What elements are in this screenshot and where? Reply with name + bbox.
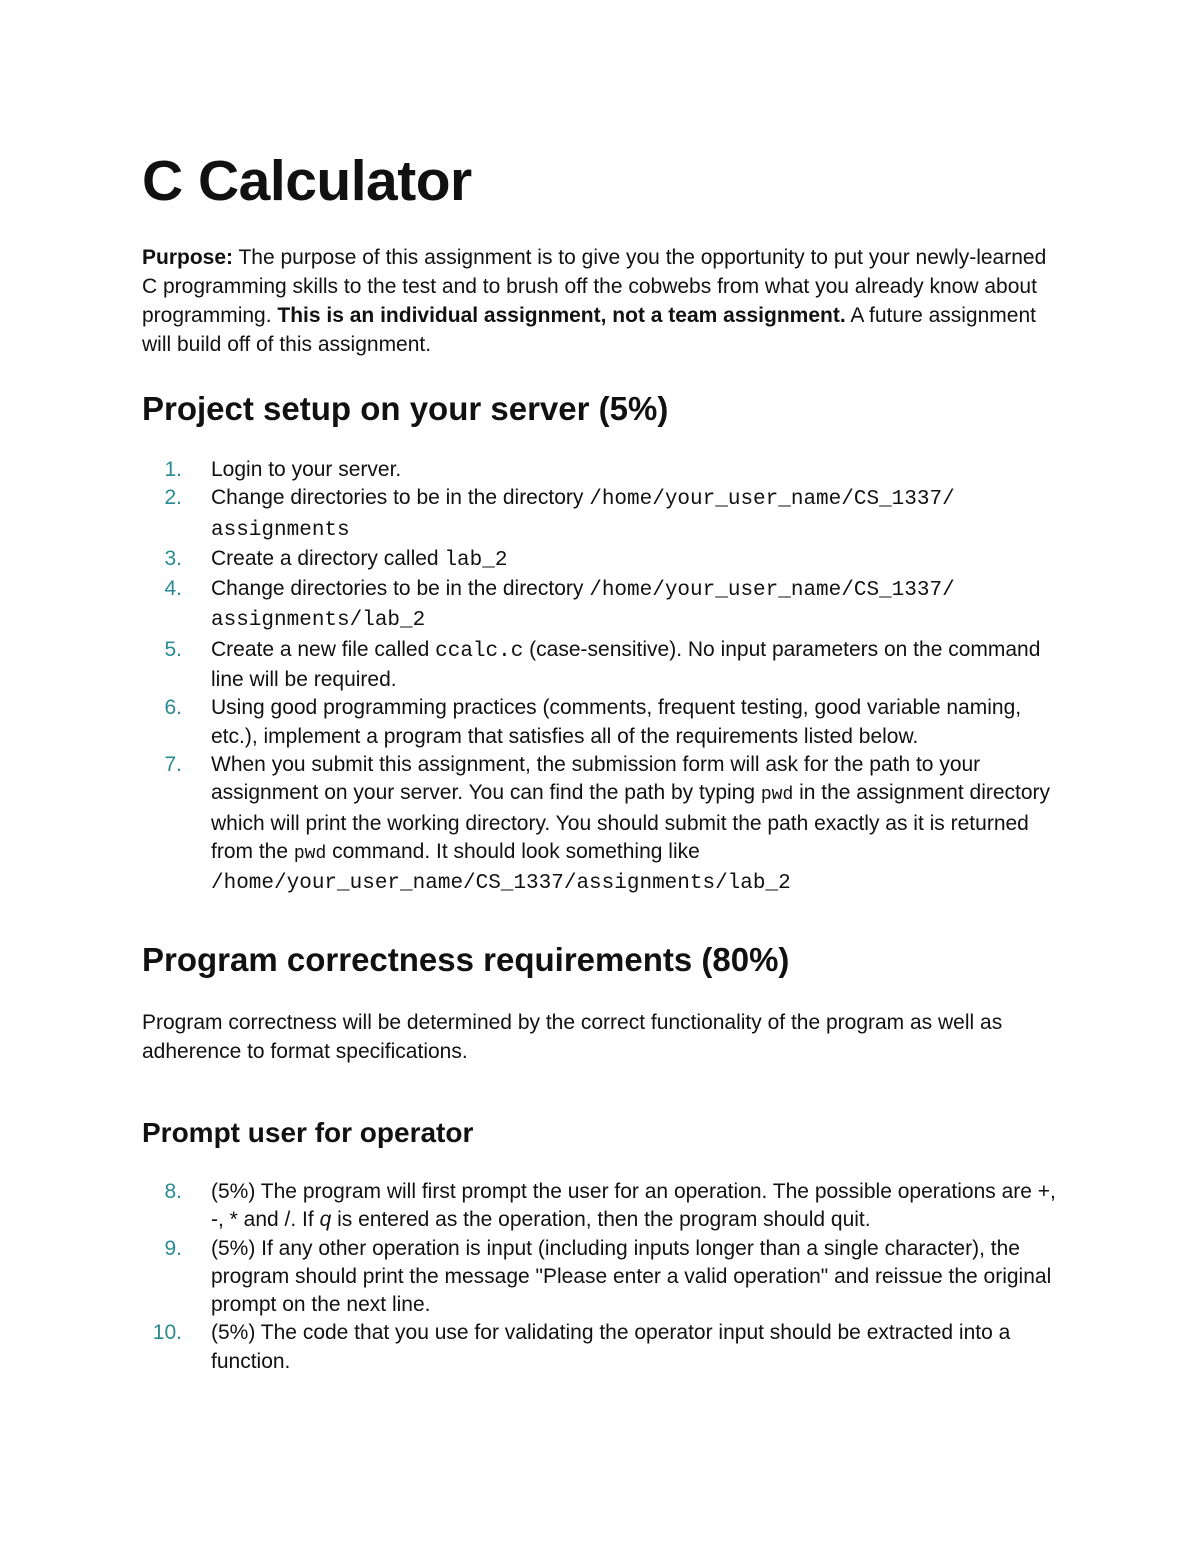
step-text: Login to your server. — [211, 458, 402, 481]
list-number: 4. — [164, 577, 182, 601]
step-text: Create a directory called — [211, 546, 445, 570]
list-item — [142, 636, 1072, 695]
requirement-text: (5%) The program will first prompt the user for an operation. The possible operations are +, -, * and /. If — [211, 1180, 1056, 1232]
setup-steps-list — [142, 456, 1072, 898]
list-number: 7. — [164, 752, 182, 776]
step-text: When you submit this assignment, the submission form will ask for the path to your assignment on your server. You can find the path by typing — [211, 752, 981, 805]
code-path: /home/your_user_name/CS_1337/ assignments/lab_2 — [211, 579, 955, 633]
requirement-text: (5%) The code that you use for validating the operator input should be extracted into a function. — [211, 1321, 1011, 1373]
code-path: /home/your_user_name/CS_1337/assignments/lab_2 — [211, 872, 791, 896]
purpose-bold-note: This is an individual assignment, not a team assignment. — [277, 304, 846, 327]
list-number: 10. — [152, 1321, 182, 1345]
purpose-label: Purpose: — [142, 246, 234, 269]
step-text: Create a new file called — [211, 637, 436, 661]
code-pwd: pwd — [293, 843, 327, 864]
page-title: C Calculator — [142, 149, 472, 213]
step-text: Using good programming practices (comments, frequent testing, good variable naming, etc.), implement a program that satisfies all of the requirements listed below. — [211, 696, 1022, 748]
list-item — [142, 484, 1072, 545]
list-item — [142, 1178, 1072, 1235]
step-text-end: (case-sensitive). No input parameters on the command line will be required. — [211, 637, 1041, 692]
prompt-operator-list — [142, 1178, 1072, 1376]
requirement-text-end: is entered as the operation, then the program should quit. — [331, 1208, 871, 1232]
code-filename: ccalc.c — [435, 639, 524, 663]
step-text: Change directories to be in the directory — [211, 486, 590, 510]
code-path: /home/your_user_name/CS_1337/ assignments — [211, 488, 955, 542]
list-item — [142, 694, 1072, 751]
setup-heading: Project setup on your server (5%) — [142, 390, 669, 427]
code-dirname: lab_2 — [444, 548, 508, 572]
list-number: 6. — [164, 696, 182, 720]
requirement-text: (5%) If any other operation is input (including inputs longer than a single character), the program should print the message "Please enter a valid operation" and reissue the original prompt on the next line. — [211, 1236, 1052, 1317]
prompt-operator-heading: Prompt user for operator — [142, 1117, 474, 1148]
list-item — [142, 456, 1072, 484]
list-item — [142, 545, 1072, 575]
step-text-mid: in the assignment directory which will print the working directory. You should submit the path exactly as it is returned from the — [211, 781, 1051, 863]
correctness-heading: Program correctness requirements (80%) — [142, 941, 790, 978]
list-number: 5. — [164, 637, 182, 661]
purpose-text-end: A future assignment will build off of this assignment. — [142, 304, 1036, 356]
step-text: Change directories to be in the directory — [211, 577, 590, 601]
code-pwd: pwd — [760, 785, 794, 806]
correctness-description: Program correctness will be determined by the correct functionality of the program as well as adherence to format specifications. — [142, 1011, 1003, 1063]
quit-key: q — [319, 1208, 332, 1232]
list-item — [142, 575, 1072, 636]
list-number: 1. — [164, 458, 182, 481]
list-number: 3. — [164, 546, 182, 570]
list-number: 9. — [164, 1236, 182, 1260]
list-item — [142, 1319, 1072, 1376]
purpose-paragraph — [142, 243, 1052, 359]
list-number: 2. — [164, 486, 182, 510]
list-number: 8. — [164, 1180, 182, 1203]
list-item — [142, 751, 1072, 898]
purpose-text: The purpose of this assignment is to give you the opportunity to put your newly-learned C programming skills to the test and to brush off the cobwebs from what you already know about programming. — [142, 246, 1047, 327]
list-item — [142, 1235, 1072, 1320]
step-text-mid: command. It should look something like — [326, 839, 700, 863]
